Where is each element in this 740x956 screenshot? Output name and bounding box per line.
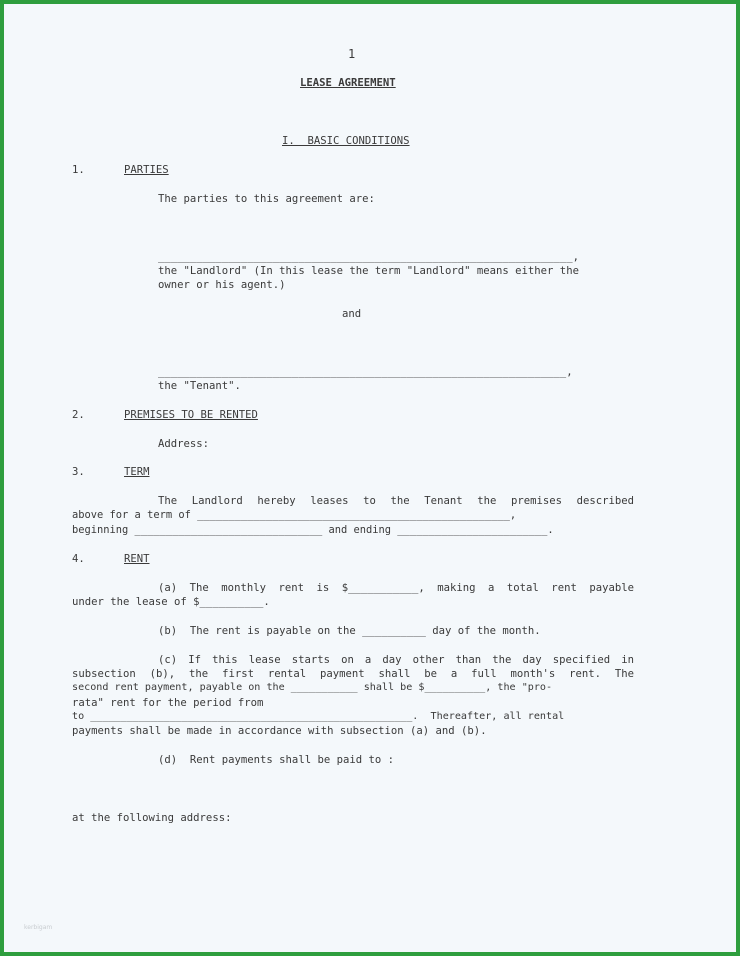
document-page: [4, 4, 736, 952]
section-4-number: 4.: [72, 553, 85, 565]
term-line-3[interactable]: beginning ______________________________ and ending ________________________.: [72, 524, 554, 536]
closing-address-line: at the following address:: [72, 812, 232, 824]
parties-intro: The parties to this agreement are:: [158, 193, 375, 205]
section-2-heading: PREMISES TO BE RENTED: [124, 409, 258, 421]
rent-c-line-2: subsection (b), the first rental payment shall be a full month's rent. The: [72, 668, 634, 680]
rent-c-line-1: (c) If this lease starts on a day other than the day specified in: [158, 654, 634, 666]
section-1-heading: PARTIES: [124, 164, 169, 176]
section-heading: I. BASIC CONDITIONS: [282, 135, 410, 147]
rent-c-line-6: payments shall be made in accordance with subsection (a) and (b).: [72, 725, 487, 737]
watermark: kerbigam: [24, 924, 53, 931]
section-3-heading: TERM: [124, 466, 150, 478]
section-4-heading: RENT: [124, 553, 150, 565]
rent-c-line-5[interactable]: to _____________________________________________________. Thereafter, all rental: [72, 711, 565, 722]
section-1-number: 1.: [72, 164, 85, 176]
page-number: 1: [348, 47, 356, 61]
rent-a-line-2[interactable]: under the lease of $__________.: [72, 596, 270, 608]
landlord-blank-line[interactable]: _________________________________________________________________,: [158, 251, 579, 263]
rent-b-line[interactable]: (b) The rent is payable on the __________ day of the month.: [158, 625, 541, 637]
term-line-1: The Landlord hereby leases to the Tenant the premises described: [158, 495, 634, 507]
rent-c-line-3[interactable]: second rent payment, payable on the ___________ shall be $__________, the "pro-: [72, 682, 553, 693]
premises-address-label: Address:: [158, 438, 210, 450]
term-line-2[interactable]: above for a term of __________________________________________________,: [72, 509, 517, 521]
and-connector: and: [342, 308, 362, 320]
landlord-definition-line-1: the "Landlord" (In this lease the term "Landlord" means either the: [158, 265, 579, 277]
rent-a-line-1: (a) The monthly rent is $___________, making a total rent payable: [158, 582, 634, 594]
section-2-number: 2.: [72, 409, 85, 421]
landlord-definition-line-2: owner or his agent.): [158, 279, 286, 291]
rent-c-line-4: rata" rent for the period from: [72, 697, 264, 709]
document-title: LEASE AGREEMENT: [300, 77, 396, 89]
tenant-definition: the "Tenant".: [158, 380, 241, 392]
tenant-blank-line[interactable]: ________________________________________________________________,: [158, 366, 573, 378]
section-3-number: 3.: [72, 466, 85, 478]
rent-d-line: (d) Rent payments shall be paid to :: [158, 754, 394, 766]
